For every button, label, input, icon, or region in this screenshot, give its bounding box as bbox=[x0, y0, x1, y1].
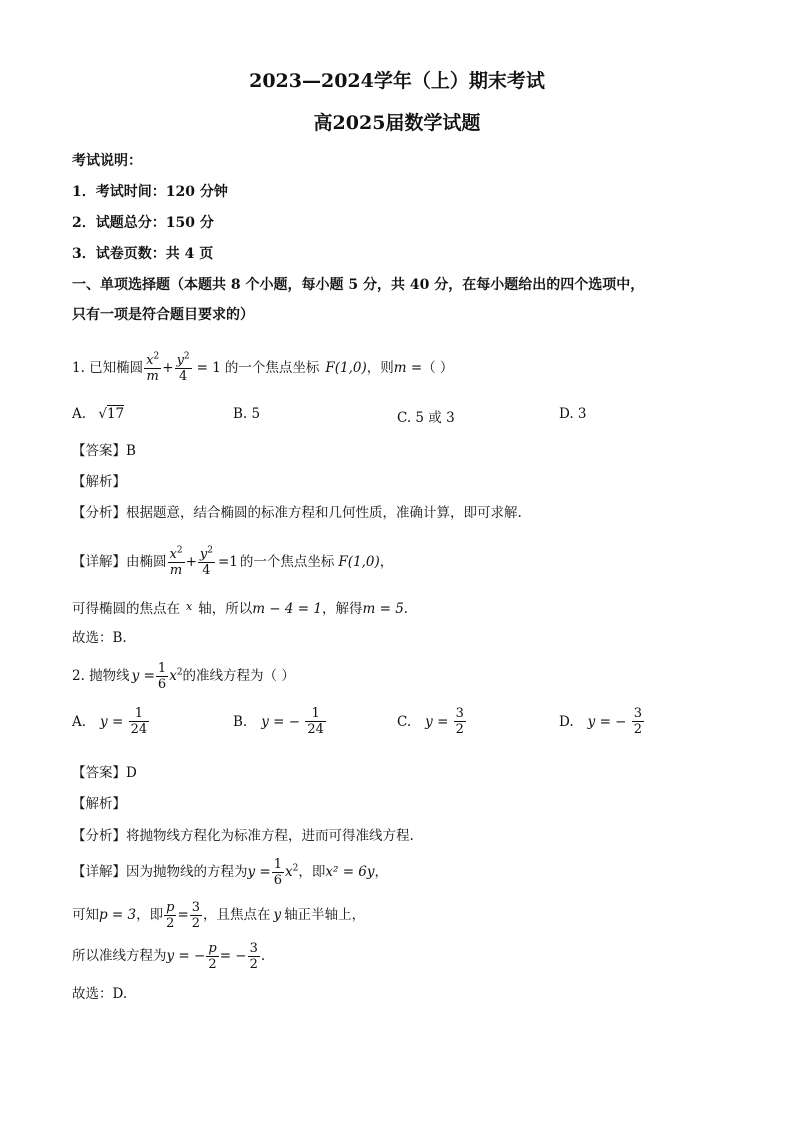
q1-detail: 【详解】 由椭圆 $\frac{x^2}{m}$ + $\frac{y^2}{4}$ =1 的一个焦点坐标 F(1,0) ， bbox=[72, 545, 394, 578]
section-heading: 一、单项选择题（本题共 8 个小题，每小题 5 分，共 40 分，在每小题给出的四个选项中， bbox=[72, 277, 645, 293]
q1-answer: 【答案】B bbox=[72, 443, 136, 459]
q1-prefix: 1. 已知椭圆 bbox=[72, 360, 144, 376]
notes-item: 2．试题总分：150 分 bbox=[72, 215, 214, 231]
option-c: C. y = $\frac{3}{2}$ bbox=[397, 706, 464, 737]
q2-detail-line2: 可知 p = 3 ，即 $\frac{p}{2}$ = $\frac{3}{2}$ ，且焦点在 y 轴正半轴上， bbox=[72, 899, 366, 931]
q1-conclusion: 故选：B. bbox=[72, 630, 127, 646]
q2-answer: 【答案】D bbox=[72, 765, 137, 781]
q1-suffix-a: ，则 bbox=[366, 360, 394, 376]
option-b: B. y = − $\frac{1}{24}$ bbox=[233, 706, 324, 737]
ellipse-x-term: $\frac{x^2}{m}$ bbox=[146, 351, 160, 384]
q2-analysis-tag: 【解析】 bbox=[72, 796, 126, 812]
ellipse-y-term: $\frac{y^2}{4}$ bbox=[199, 545, 213, 578]
sqrt-sign-icon: √17 bbox=[98, 406, 125, 422]
q2-detail: 【详解】 因为抛物线的方程为 y = $\frac{1}{6}$ $x^2$ ，即 x² = 6y ， bbox=[72, 856, 389, 888]
section-heading-cont: 只有一项是符合题目要求的） bbox=[72, 307, 254, 323]
option-c: C. 5 或 3 bbox=[397, 410, 455, 426]
option-d: D. 3 bbox=[559, 406, 587, 422]
notes-item: 1．考试时间：120 分钟 bbox=[72, 184, 228, 200]
option-d: D. y = − $\frac{3}{2}$ bbox=[559, 706, 643, 737]
q2-conclusion: 故选：D. bbox=[72, 986, 128, 1002]
option-a: A. y = $\frac{1}{24}$ bbox=[72, 706, 148, 737]
ellipse-x-term: $\frac{x^2}{m}$ bbox=[169, 545, 183, 578]
q1-focus: F(1,0) bbox=[325, 360, 367, 376]
q2-fenxi: 【分析】将抛物线方程化为标准方程，进而可得准线方程. bbox=[72, 828, 414, 844]
fraction-one-sixth: $\frac{1}{6}$ bbox=[157, 660, 167, 692]
notes-item: 3．试卷页数：共 4 页 bbox=[72, 246, 214, 262]
ellipse-y-term: $\frac{y^2}{4}$ bbox=[176, 351, 190, 384]
notes-heading: 考试说明： bbox=[72, 153, 142, 169]
q1-detail-line2: 可得椭圆的焦点在 $^x$ 轴，所以m − 4 = 1，解得m = 5. bbox=[72, 600, 409, 617]
q1-mid: 的一个焦点坐标 bbox=[224, 360, 320, 376]
q1-fenxi: 【分析】根据题意，结合椭圆的标准方程和几何性质，准确计算，即可求解. bbox=[72, 505, 522, 521]
exam-title: 2023—2024学年（上）期末考试 bbox=[249, 70, 545, 92]
q2-detail-line3: 所以准线方程为 y = − $\frac{p}{2}$ = − $\frac{3}{2}$ . bbox=[72, 940, 266, 972]
option-b: B. 5 bbox=[233, 406, 261, 422]
q1-suffix-b: （ ） bbox=[422, 360, 454, 376]
question-2: 2. 抛物线 y = $\frac{1}{6}$ $x^2$ 的准线方程为（ ） bbox=[72, 660, 295, 692]
q1-m: m = bbox=[393, 360, 423, 376]
exam-subtitle: 高2025届数学试题 bbox=[313, 112, 481, 134]
q1-analysis-tag: 【解析】 bbox=[72, 474, 126, 490]
option-a: A. √17 bbox=[72, 406, 125, 422]
question-1: 1. 已知椭圆 $\frac{x^2}{m}$ + $\frac{y^2}{4}$ = 1 的一个焦点坐标 F(1,0) ，则 m = （ ） bbox=[72, 351, 454, 384]
